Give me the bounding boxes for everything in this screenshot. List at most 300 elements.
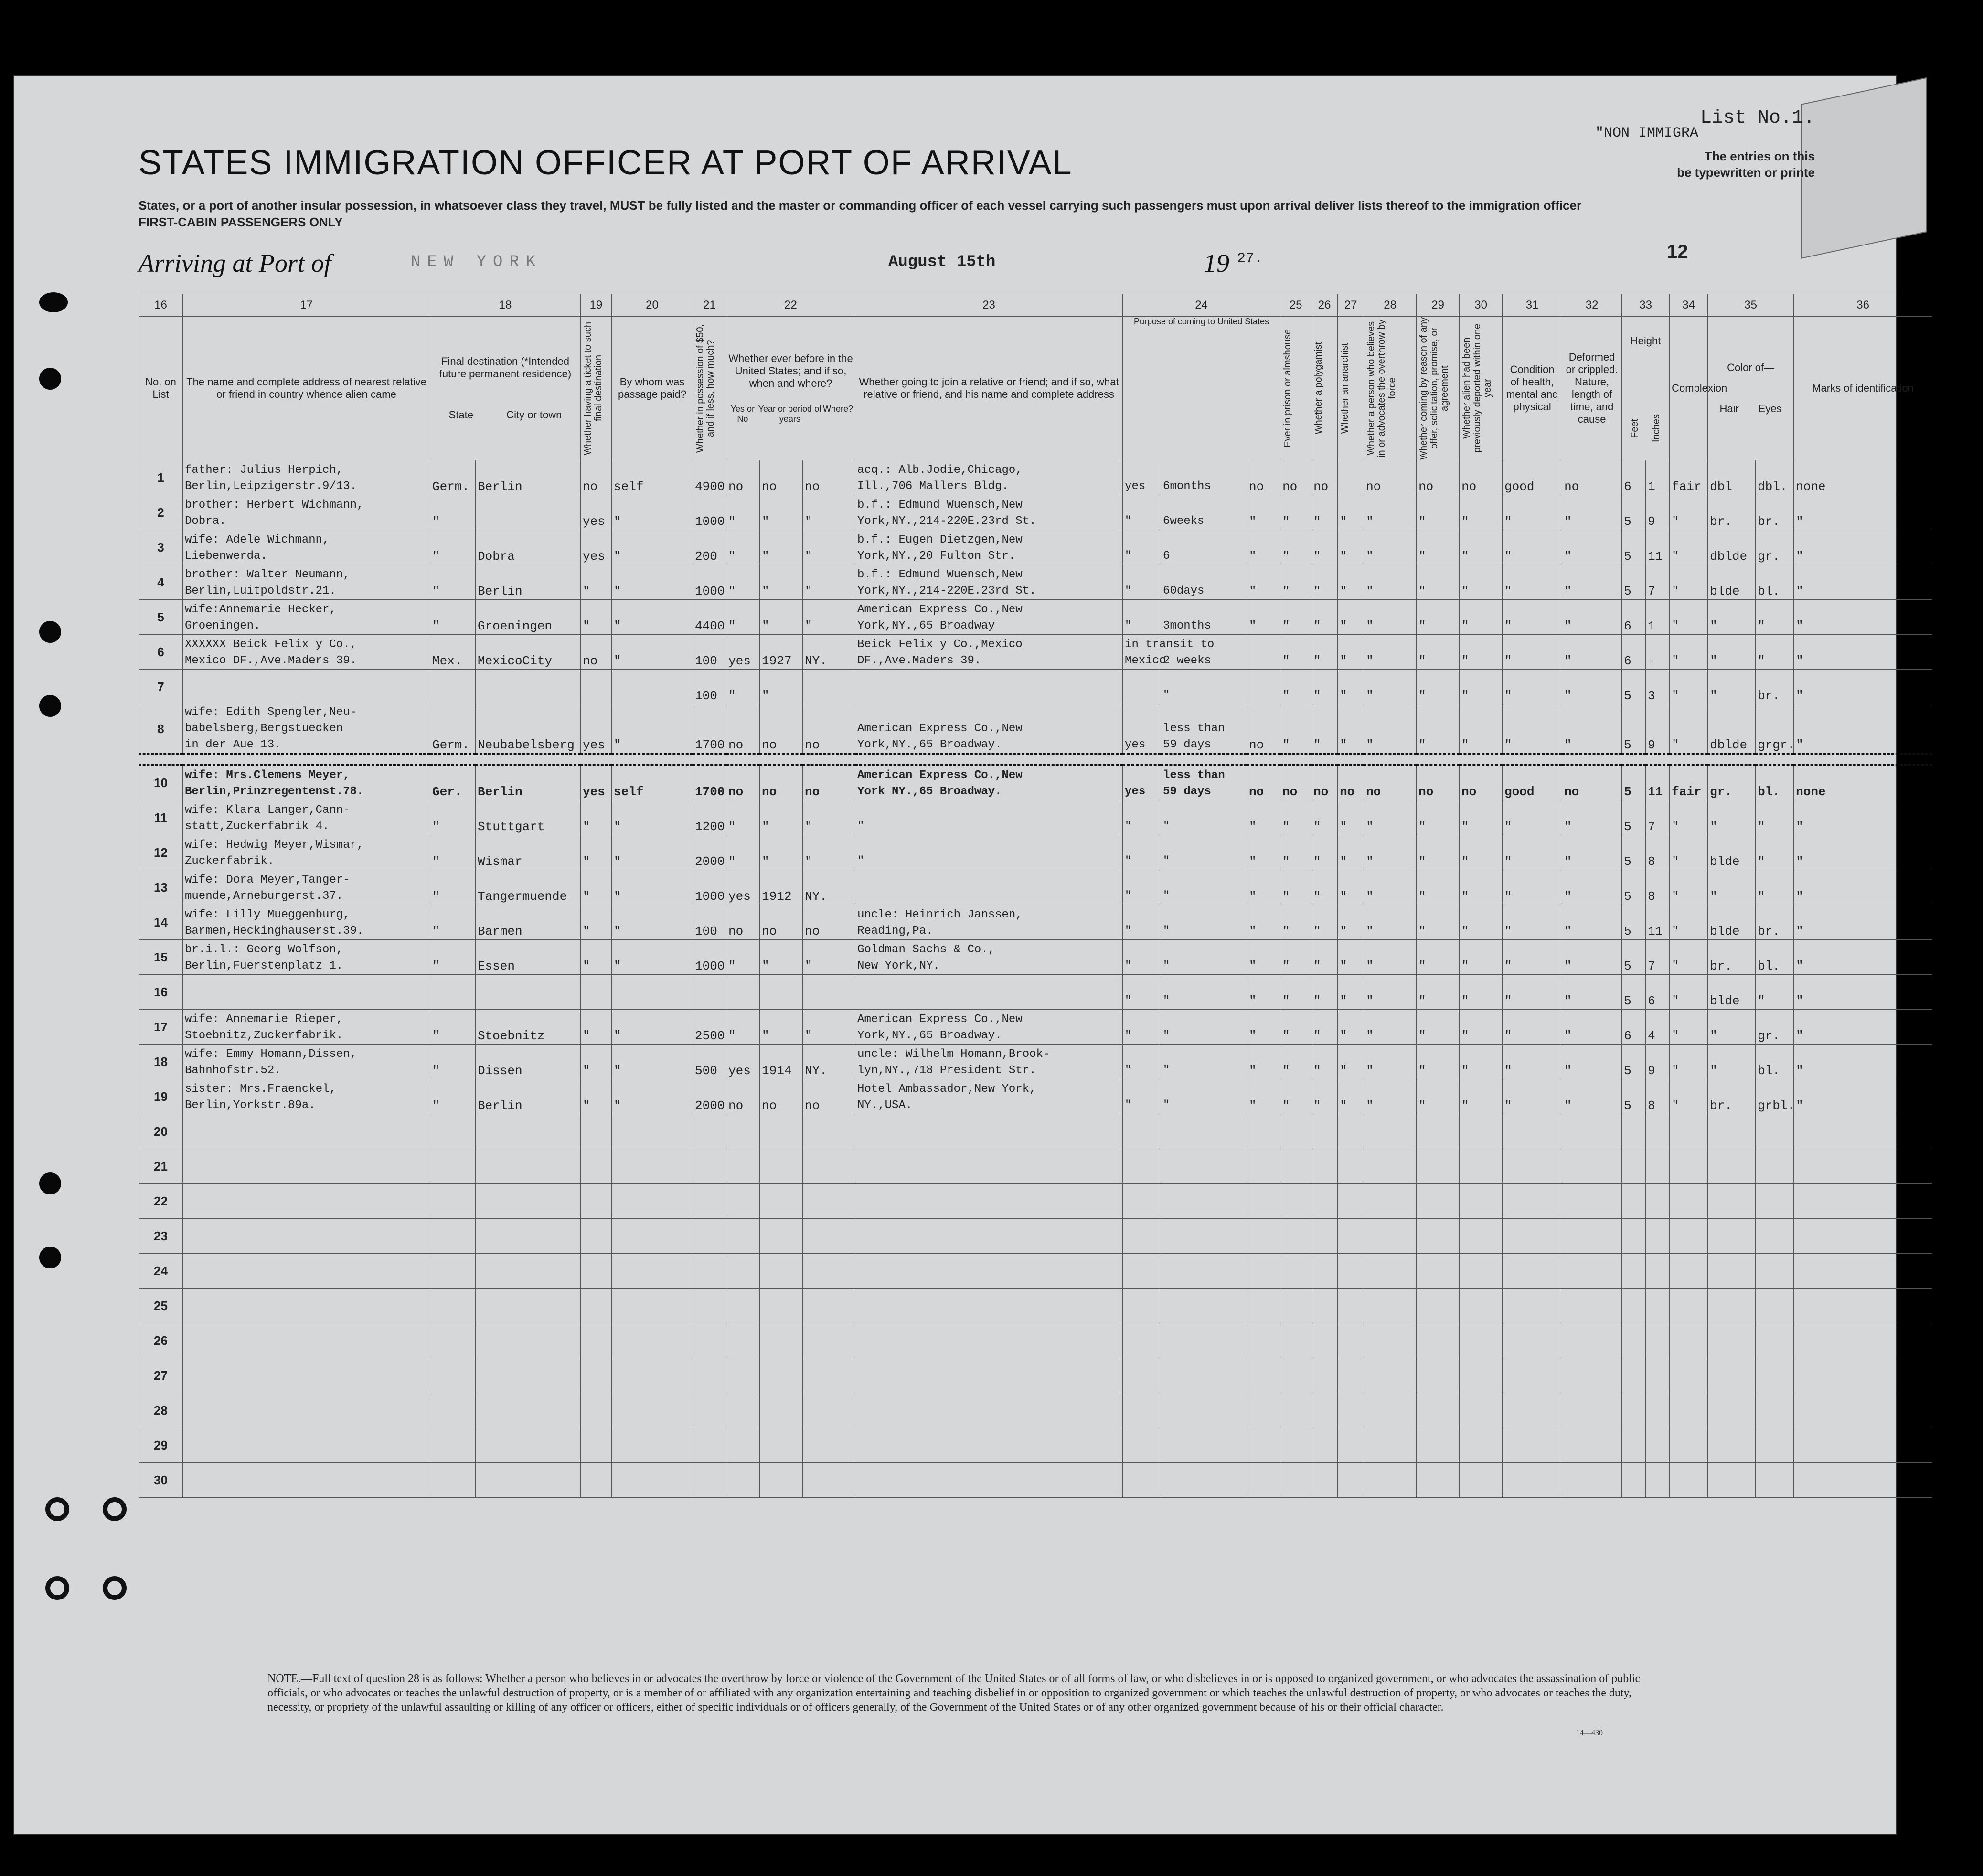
deported-cell (1460, 1289, 1503, 1323)
table-row (139, 1114, 1932, 1149)
non-immigrant-stamp: "NON IMMIGRA (1595, 125, 1699, 141)
money-cell: 100 (693, 670, 726, 704)
offer-cell (1417, 1149, 1460, 1184)
table-row (139, 1184, 1932, 1219)
hair-cell (1708, 1323, 1756, 1358)
anarchist-cell (1338, 1463, 1364, 1498)
hair-cell (1708, 1463, 1756, 1498)
money-cell: 1000 (693, 940, 726, 975)
deported-cell (1460, 1358, 1503, 1393)
hair-cell: br. (1708, 495, 1756, 530)
before-year-cell (760, 1358, 803, 1393)
row-number: 26 (139, 1323, 183, 1358)
before-yn-cell (726, 1463, 760, 1498)
eyes-cell (1756, 1219, 1794, 1254)
city-cell: Berlin (476, 1079, 581, 1114)
joining-cell (855, 1428, 1123, 1463)
city-cell: Berlin (476, 765, 581, 800)
money-cell (693, 1358, 726, 1393)
overthrow-cell (1364, 1219, 1417, 1254)
ticket-cell: " (581, 1079, 612, 1114)
polygamist-cell (1311, 1114, 1338, 1149)
city-cell: Dobra (476, 530, 581, 565)
citizen-intent-cell: " (1247, 495, 1280, 530)
prison-cell: no (1280, 765, 1311, 800)
citizen-intent-cell (1247, 1254, 1280, 1289)
paid-by-cell (612, 1254, 693, 1289)
deported-cell (1460, 1463, 1503, 1498)
city-cell (476, 975, 581, 1010)
hair-cell: dblde (1708, 530, 1756, 565)
before-year-cell: " (760, 800, 803, 835)
prison-cell: " (1280, 975, 1311, 1010)
table-row (139, 1149, 1932, 1184)
anarchist-cell: " (1338, 1079, 1364, 1114)
year-prefix: 19 (1204, 249, 1229, 277)
height-inches-cell: 3 (1646, 670, 1670, 704)
relative-cell: br.i.l.: Georg Wolfson, Berlin,Fuerstenplatz 1. (183, 940, 430, 975)
hair-cell: dbl (1708, 460, 1756, 495)
before-yn-cell: " (726, 1010, 760, 1045)
height-inches-cell: 7 (1646, 940, 1670, 975)
height-inches-cell: 11 (1646, 765, 1670, 800)
row-number: 20 (139, 1114, 183, 1149)
length-of-stay-cell: less than 59 days (1161, 765, 1247, 800)
polygamist-cell (1311, 1393, 1338, 1428)
hair-cell: br. (1708, 1079, 1756, 1114)
height-feet-cell (1622, 1114, 1646, 1149)
money-cell (693, 1289, 726, 1323)
purpose-cell (1123, 1219, 1161, 1254)
state-cell: Germ. (430, 460, 476, 495)
strike-line (139, 754, 1932, 765)
city-cell: Essen (476, 940, 581, 975)
marks-cell: " (1794, 1010, 1932, 1045)
eyes-cell: dbl. (1756, 460, 1794, 495)
header-anarchist: Whether an anarchist (1338, 317, 1364, 460)
row-number: 11 (139, 800, 183, 835)
paid-by-cell: " (612, 1010, 693, 1045)
deported-cell (1460, 1219, 1503, 1254)
prison-cell (1280, 1114, 1311, 1149)
complexion-cell (1670, 1114, 1708, 1149)
height-feet-cell: 5 (1622, 800, 1646, 835)
deformed-cell (1562, 1393, 1622, 1428)
length-of-stay-cell: " (1161, 905, 1247, 940)
before-yn-cell (726, 1289, 760, 1323)
overthrow-cell: " (1364, 1079, 1417, 1114)
marks-cell: none (1794, 765, 1932, 800)
col-num: 32 (1562, 294, 1622, 317)
height-feet-cell: 5 (1622, 940, 1646, 975)
citizen-intent-cell: " (1247, 940, 1280, 975)
table-row (139, 940, 1932, 975)
anarchist-cell: " (1338, 704, 1364, 754)
prison-cell (1280, 1289, 1311, 1323)
paid-by-cell (612, 1323, 693, 1358)
header-polygamist: Whether a polygamist (1311, 317, 1338, 460)
before-yn-cell (726, 1358, 760, 1393)
relative-cell: wife: Lilly Mueggenburg, Barmen,Heckinghauserst.39. (183, 905, 430, 940)
before-yn-cell: " (726, 600, 760, 635)
ticket-cell: " (581, 1010, 612, 1045)
joining-cell (855, 1184, 1123, 1219)
joining-cell (855, 1289, 1123, 1323)
state-cell: " (430, 565, 476, 600)
offer-cell: " (1417, 530, 1460, 565)
anarchist-cell (1338, 1254, 1364, 1289)
complexion-cell: " (1670, 1079, 1708, 1114)
joining-cell: uncle: Wilhelm Homann,Brook- lyn,NY.,718 President Str. (855, 1045, 1123, 1079)
health-cell: " (1503, 670, 1562, 704)
col-num: 20 (612, 294, 693, 317)
height-inches-cell (1646, 1323, 1670, 1358)
polygamist-cell (1311, 1463, 1338, 1498)
deported-cell: " (1460, 530, 1503, 565)
height-inches-cell: 8 (1646, 870, 1670, 905)
eyes-cell (1756, 1393, 1794, 1428)
height-inches-cell (1646, 1114, 1670, 1149)
length-of-stay-cell: 6weeks (1161, 495, 1247, 530)
length-of-stay-cell: " (1161, 670, 1247, 704)
deformed-cell: " (1562, 670, 1622, 704)
state-cell: " (430, 530, 476, 565)
anarchist-cell: " (1338, 565, 1364, 600)
ticket-cell: " (581, 565, 612, 600)
state-cell: " (430, 1045, 476, 1079)
before-year-cell: no (760, 704, 803, 754)
before-where-cell: no (803, 765, 855, 800)
relative-cell (183, 1114, 430, 1149)
height-inches-cell (1646, 1289, 1670, 1323)
hair-cell: " (1708, 600, 1756, 635)
eyes-cell: " (1756, 800, 1794, 835)
before-yn-cell: yes (726, 1045, 760, 1079)
before-where-cell: " (803, 530, 855, 565)
before-yn-cell: yes (726, 870, 760, 905)
ticket-cell (581, 670, 612, 704)
city-cell (476, 1463, 581, 1498)
eyes-cell: " (1756, 975, 1794, 1010)
prison-cell: " (1280, 870, 1311, 905)
health-cell: " (1503, 835, 1562, 870)
deformed-cell: " (1562, 905, 1622, 940)
citizen-intent-cell: " (1247, 800, 1280, 835)
height-inches-cell: - (1646, 635, 1670, 670)
ticket-cell: " (581, 905, 612, 940)
relative-cell (183, 1323, 430, 1358)
height-inches-cell (1646, 1149, 1670, 1184)
relative-cell: wife: Dora Meyer,Tanger- muende,Arneburgerst.37. (183, 870, 430, 905)
anarchist-cell: " (1338, 800, 1364, 835)
before-year-cell (760, 1219, 803, 1254)
height-feet-cell (1622, 1289, 1646, 1323)
before-year-cell: 1914 (760, 1045, 803, 1079)
length-of-stay-cell (1161, 1393, 1247, 1428)
polygamist-cell: " (1311, 1079, 1338, 1114)
complexion-cell: fair (1670, 765, 1708, 800)
offer-cell: " (1417, 565, 1460, 600)
offer-cell (1417, 1219, 1460, 1254)
length-of-stay-cell: less than 59 days (1161, 704, 1247, 754)
before-year-cell: " (760, 835, 803, 870)
row-number: 6 (139, 635, 183, 670)
relative-cell (183, 1149, 430, 1184)
deformed-cell (1562, 1149, 1622, 1184)
prison-cell: " (1280, 704, 1311, 754)
height-inches-cell: 11 (1646, 905, 1670, 940)
before-where-cell (803, 1428, 855, 1463)
health-cell: " (1503, 905, 1562, 940)
deported-cell (1460, 1393, 1503, 1428)
overthrow-cell (1364, 1149, 1417, 1184)
state-cell (430, 1428, 476, 1463)
health-cell (1503, 1114, 1562, 1149)
hair-cell: " (1708, 870, 1756, 905)
overthrow-cell: " (1364, 1045, 1417, 1079)
row-number: 8 (139, 704, 183, 754)
polygamist-cell (1311, 1219, 1338, 1254)
deported-cell (1460, 1323, 1503, 1358)
citizen-intent-cell (1247, 1149, 1280, 1184)
complexion-cell (1670, 1219, 1708, 1254)
ticket-cell (581, 1219, 612, 1254)
offer-cell: " (1417, 670, 1460, 704)
overthrow-cell: " (1364, 905, 1417, 940)
money-cell: 2000 (693, 1079, 726, 1114)
col-num: 21 (693, 294, 726, 317)
citizen-intent-cell: " (1247, 1045, 1280, 1079)
deformed-cell (1562, 1184, 1622, 1219)
complexion-cell: " (1670, 1010, 1708, 1045)
table-row (139, 975, 1932, 1010)
joining-cell: American Express Co.,New York,NY.,65 Broadway (855, 600, 1123, 635)
table-row (139, 495, 1932, 530)
purpose-cell (1123, 1323, 1161, 1358)
purpose-cell (1123, 1254, 1161, 1289)
citizen-intent-cell (1247, 1463, 1280, 1498)
joining-cell: Hotel Ambassador,New York, NY.,USA. (855, 1079, 1123, 1114)
length-of-stay-cell: " (1161, 975, 1247, 1010)
before-where-cell: no (803, 1079, 855, 1114)
before-where-cell: no (803, 905, 855, 940)
deformed-cell: " (1562, 1045, 1622, 1079)
purpose-cell: yes (1123, 460, 1161, 495)
money-cell: 1700 (693, 704, 726, 754)
before-year-cell: 1927 (760, 635, 803, 670)
purpose-cell: " (1123, 800, 1161, 835)
overthrow-cell: " (1364, 670, 1417, 704)
hair-cell (1708, 1289, 1756, 1323)
before-year-cell (760, 1323, 803, 1358)
binder-hole (39, 621, 61, 643)
prison-cell: " (1280, 905, 1311, 940)
height-inches-cell: 1 (1646, 460, 1670, 495)
before-where-cell (803, 1463, 855, 1498)
row-number: 12 (139, 835, 183, 870)
eyes-cell: br. (1756, 495, 1794, 530)
eyes-cell (1756, 1463, 1794, 1498)
row-number: 27 (139, 1358, 183, 1393)
joining-cell: " (855, 800, 1123, 835)
marks-cell: " (1794, 975, 1932, 1010)
row-number: 23 (139, 1219, 183, 1254)
before-where-cell: " (803, 800, 855, 835)
money-cell: 1700 (693, 765, 726, 800)
purpose-cell (1123, 1393, 1161, 1428)
page-number: 12 (1667, 241, 1688, 262)
marks-cell (1794, 1184, 1932, 1219)
row-number: 5 (139, 600, 183, 635)
anarchist-cell (1338, 1149, 1364, 1184)
anarchist-cell: " (1338, 495, 1364, 530)
marks-cell: " (1794, 940, 1932, 975)
joining-cell (855, 1358, 1123, 1393)
before-yn-cell: no (726, 1079, 760, 1114)
offer-cell (1417, 1428, 1460, 1463)
polygamist-cell (1311, 1184, 1338, 1219)
purpose-cell: " (1123, 905, 1161, 940)
deported-cell (1460, 1149, 1503, 1184)
purpose-cell: yes (1123, 765, 1161, 800)
deported-cell: " (1460, 870, 1503, 905)
complexion-cell: " (1670, 565, 1708, 600)
state-cell (430, 670, 476, 704)
before-year-cell (760, 1114, 803, 1149)
city-cell: Berlin (476, 565, 581, 600)
money-cell: 100 (693, 905, 726, 940)
before-yn-cell: " (726, 670, 760, 704)
before-yn-cell: no (726, 460, 760, 495)
complexion-cell (1670, 1149, 1708, 1184)
table-row (139, 460, 1932, 495)
overthrow-cell: no (1364, 765, 1417, 800)
anarchist-cell (1338, 1428, 1364, 1463)
complexion-cell: " (1670, 1045, 1708, 1079)
hair-cell: blde (1708, 835, 1756, 870)
before-yn-cell: " (726, 800, 760, 835)
marks-cell: " (1794, 870, 1932, 905)
list-number: List No.1. (1700, 107, 1815, 129)
polygamist-cell (1311, 1254, 1338, 1289)
table-row (139, 1358, 1932, 1393)
col-num: 30 (1460, 294, 1503, 317)
relative-cell (183, 1219, 430, 1254)
manifest-table (139, 294, 1932, 1498)
city-cell: Dissen (476, 1045, 581, 1079)
before-year-cell: no (760, 460, 803, 495)
polygamist-cell: " (1311, 530, 1338, 565)
money-cell: 200 (693, 530, 726, 565)
city-cell (476, 1219, 581, 1254)
header-money: Whether in possession of $50, and if less, how much? (693, 317, 726, 460)
deported-cell: " (1460, 800, 1503, 835)
hair-cell: blde (1708, 565, 1756, 600)
marks-cell: " (1794, 530, 1932, 565)
overthrow-cell (1364, 1428, 1417, 1463)
offer-cell (1417, 1289, 1460, 1323)
deported-cell (1460, 1254, 1503, 1289)
city-cell (476, 1393, 581, 1428)
folded-corner (1801, 77, 1927, 259)
joining-cell: b.f.: Edmund Wuensch,New York,NY.,214-220E.23rd St. (855, 565, 1123, 600)
complexion-cell (1670, 1393, 1708, 1428)
prison-cell (1280, 1254, 1311, 1289)
money-cell (693, 1114, 726, 1149)
city-cell (476, 1323, 581, 1358)
length-of-stay-cell: " (1161, 1045, 1247, 1079)
paid-by-cell (612, 1184, 693, 1219)
col-num: 22 (726, 294, 855, 317)
deported-cell: " (1460, 1079, 1503, 1114)
height-feet-cell (1622, 1219, 1646, 1254)
purpose-cell (1123, 1463, 1161, 1498)
col-num: 19 (581, 294, 612, 317)
prison-cell (1280, 1463, 1311, 1498)
hair-cell: dblde (1708, 704, 1756, 754)
paid-by-cell: " (612, 1045, 693, 1079)
height-inches-cell: 8 (1646, 835, 1670, 870)
deported-cell: " (1460, 495, 1503, 530)
header-health: Condition of health, mental and physical (1503, 317, 1562, 460)
offer-cell: no (1417, 765, 1460, 800)
length-of-stay-cell (1161, 1358, 1247, 1393)
paid-by-cell (612, 1289, 693, 1323)
prison-cell: " (1280, 530, 1311, 565)
citizen-intent-cell (1247, 1323, 1280, 1358)
paid-by-cell: " (612, 835, 693, 870)
table-row (139, 1045, 1932, 1079)
polygamist-cell: no (1311, 765, 1338, 800)
hair-cell (1708, 1358, 1756, 1393)
footnote-question-28: NOTE.—Full text of question 28 is as follows: Whether a person who believes in or advocates the overthrow by force or violence of the Government of the United States or of all forms of law, or who disbelieves in or is opposed to organized government, or who advocates the assassination of public officials, or who advocates or teaches the unlawful destruction of property, or is a member of or affiliated with any organization entertaining and teaching disbelief in or opposition to organized government or which teaches the unlawful destruction of property, or who advocates or teaches the duty, necessity, or propriety of the unlawful assaulting or killing of any officer or officers, either of specific individuals or of officers generally, of the Government of the United States or of any other organized government because of his or their official character. (267, 1673, 1641, 1714)
ticket-cell (581, 1254, 612, 1289)
eyes-cell: gr. (1756, 530, 1794, 565)
paid-by-cell: " (612, 800, 693, 835)
joining-cell (855, 670, 1123, 704)
table-row (139, 835, 1932, 870)
prison-cell (1280, 1358, 1311, 1393)
polygamist-cell (1311, 1289, 1338, 1323)
health-cell (1503, 1254, 1562, 1289)
complexion-cell: " (1670, 600, 1708, 635)
health-cell (1503, 1358, 1562, 1393)
complexion-cell: " (1670, 495, 1708, 530)
row-number: 19 (139, 1079, 183, 1114)
hair-cell: br. (1708, 940, 1756, 975)
col-num: 26 (1311, 294, 1338, 317)
state-cell (430, 1149, 476, 1184)
city-cell (476, 1184, 581, 1219)
row-number: 21 (139, 1149, 183, 1184)
before-yn-cell: " (726, 835, 760, 870)
state-cell: " (430, 835, 476, 870)
before-year-cell: " (760, 600, 803, 635)
health-cell: " (1503, 975, 1562, 1010)
offer-cell: " (1417, 1045, 1460, 1079)
height-inches-cell (1646, 1393, 1670, 1428)
length-of-stay-cell: 2 weeks (1161, 635, 1247, 670)
arriving-label: Arriving at Port of (139, 249, 331, 277)
state-cell: " (430, 600, 476, 635)
before-where-cell (803, 1149, 855, 1184)
deformed-cell: " (1562, 1079, 1622, 1114)
relative-cell (183, 670, 430, 704)
deported-cell: " (1460, 565, 1503, 600)
height-feet-cell: 5 (1622, 565, 1646, 600)
complexion-cell: " (1670, 905, 1708, 940)
length-of-stay-cell: " (1161, 1079, 1247, 1114)
